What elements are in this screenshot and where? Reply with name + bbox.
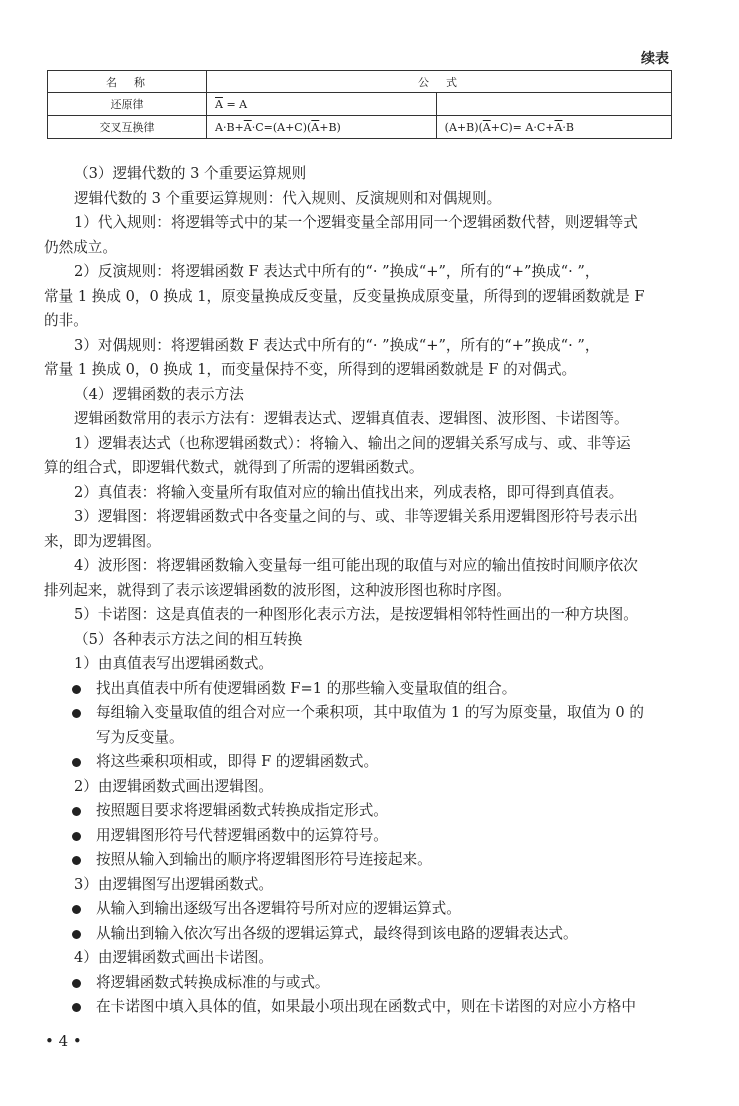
paragraph: 仍然成立。 <box>44 238 117 256</box>
body-text <box>44 162 700 1020</box>
bullet-text: 在卡诺图中填入具体的值，如果最小项出现在函数式中，则在卡诺图的对应小方格中 <box>96 998 636 1015</box>
formula-cell <box>207 116 437 139</box>
paragraph: 5）卡诺图：这是真值表的一种图形化表示方法，是按逻辑相邻特性画出的一种方块图。 <box>74 606 638 623</box>
paragraph: 常量 1 换成 0，0 换成 1，而变量保持不变，所得到的逻辑函数就是 F 的对偶式。 <box>44 361 577 378</box>
heading: （3）逻辑代数的 3 个重要运算规则 <box>74 165 307 182</box>
table-row <box>48 93 672 116</box>
paragraph: 1）代入规则：将逻辑等式中的某一个逻辑变量全部用同一个逻辑函数代替，则逻辑等式 <box>74 214 638 231</box>
paragraph: 2）真值表：将输入变量所有取值对应的输出值找出来，列成表格，即可得到真值表。 <box>74 483 624 501</box>
paragraph: 逻辑代数的 3 个重要运算规则：代入规则、反演规则和对偶规则。 <box>74 189 502 207</box>
page-number: • 4 • <box>45 1032 82 1050</box>
bullet-item <box>70 701 700 726</box>
heading: （4）逻辑函数的表示方法 <box>74 385 244 403</box>
bullet-text: 按照从输入到输出的顺序将逻辑图形符号连接起来。 <box>96 851 432 868</box>
formula-part: = A <box>222 97 248 111</box>
row-name: 交叉互换律 <box>48 116 207 139</box>
paragraph: 1）逻辑表达式（也称逻辑函数式）：将输入、输出之间的逻辑关系写成与、或、非等运 <box>74 434 631 452</box>
bullet-text: 找出真值表中所有使逻辑函数 F=1 的那些输入变量取值的组合。 <box>96 679 517 697</box>
formula-part: $\overline{A}$ <box>554 120 563 134</box>
bullet-text: 将逻辑函数式转换成标准的与或式。 <box>96 973 330 991</box>
bullet-item <box>70 799 700 824</box>
paragraph: 算的组合式，即逻辑代数式，就得到了所需的逻辑函数式。 <box>44 459 424 476</box>
formula-part: $\overline{A}$ <box>243 120 252 134</box>
bullet-item <box>70 995 700 1020</box>
paragraph: 3）对偶规则：将逻辑函数 F 表达式中所有的“· ”换成“+”，所有的“+”换成“· ”， <box>74 336 600 354</box>
paragraph: 1）由真值表写出逻辑函数式。 <box>74 655 274 672</box>
bullet-item <box>70 897 700 922</box>
paragraph: 逻辑函数常用的表示方法有：逻辑表达式、逻辑真值表、逻辑图、波形图、卡诺图等。 <box>74 410 629 427</box>
bullet-item <box>70 922 700 947</box>
paragraph: 常量 1 换成 0，0 换成 1，原变量换成反变量，反变量换成原变量，所得到的逻辑函数就是 F <box>44 287 645 305</box>
paragraph: 排列起来，就得到了表示该逻辑函数的波形图，这种波形图也称时序图。 <box>44 581 512 599</box>
bullet-item <box>70 824 700 849</box>
row-name: 还原律 <box>48 93 207 116</box>
bullet-item <box>70 677 700 702</box>
formula-part: +B) <box>319 120 341 134</box>
paragraph: 来，即为逻辑图。 <box>44 532 161 550</box>
formula-table <box>47 70 672 139</box>
formula-part: (A+B)( <box>444 120 483 134</box>
bullet-text: 用逻辑图形符号代替逻辑函数中的运算符号。 <box>96 826 388 844</box>
bullet-icon <box>72 1003 81 1012</box>
formula-part: ·B <box>562 120 575 134</box>
paragraph: 3）逻辑图：将逻辑函数式中各变量之间的与、或、非等逻辑关系用逻辑图形符号表示出 <box>74 508 638 525</box>
continued-label: 续表 <box>641 51 669 67</box>
bullet-item <box>70 971 700 996</box>
bullet-icon <box>72 709 81 718</box>
bullet-icon <box>72 856 81 865</box>
formula-cell <box>436 93 671 116</box>
formula-part: ·C=(A+C)( <box>251 120 312 134</box>
paragraph: 的非。 <box>44 312 88 329</box>
bullet-icon <box>72 832 81 841</box>
bullet-text: 按照题目要求将逻辑函数式转换成指定形式。 <box>96 802 388 819</box>
formula-part: $\overline{A}$ <box>215 97 223 111</box>
bullet-icon <box>72 930 81 939</box>
bullet-icon <box>72 758 81 767</box>
bullet-text: 每组输入变量取值的组合对应一个乘积项，其中取值为 1 的写为原变量，取值为 0 的 <box>96 704 644 721</box>
formula-part: $\overline{A}$ <box>482 120 491 134</box>
bullet-item <box>70 726 700 751</box>
header-formula: 公 式 <box>207 71 672 93</box>
bullet-text: 从输入到输出逐级写出各逻辑符号所对应的逻辑运算式。 <box>96 900 461 917</box>
formula-cell <box>436 116 671 139</box>
bullet-item <box>70 848 700 873</box>
table-header-row <box>48 71 672 93</box>
bullet-icon <box>72 685 81 694</box>
formula-part: +C)= A·C+ <box>490 120 555 134</box>
paragraph: 2）由逻辑函数式画出逻辑图。 <box>74 777 274 795</box>
table-row <box>48 116 672 139</box>
bullet-text: 从输出到输入依次写出各级的逻辑运算式，最终得到该电路的逻辑表达式。 <box>96 924 578 942</box>
paragraph: 3）由逻辑图写出逻辑函数式。 <box>74 875 274 893</box>
bullet-text: 将这些乘积项相或，即得 F 的逻辑函数式。 <box>96 753 379 770</box>
bullet-text: 写为反变量。 <box>96 728 184 746</box>
formula-part: A·B+ <box>215 120 244 134</box>
paragraph: 2）反演规则：将逻辑函数 F 表达式中所有的“· ”换成“+”，所有的“+”换成“· ”， <box>74 263 600 280</box>
bullet-icon <box>72 807 81 816</box>
heading: （5）各种表示方法之间的相互转换 <box>74 630 303 648</box>
bullet-item <box>70 750 700 775</box>
paragraph: 4）由逻辑函数式画出卡诺图。 <box>74 949 274 966</box>
bullet-icon <box>72 905 81 914</box>
header-name: 名 称 <box>48 71 207 93</box>
bullet-icon <box>72 979 81 988</box>
formula-cell <box>207 93 437 116</box>
paragraph: 4）波形图：将逻辑函数输入变量每一组可能出现的取值与对应的输出值按时间顺序依次 <box>74 557 638 574</box>
formula-part: $\overline{A}$ <box>311 120 320 134</box>
